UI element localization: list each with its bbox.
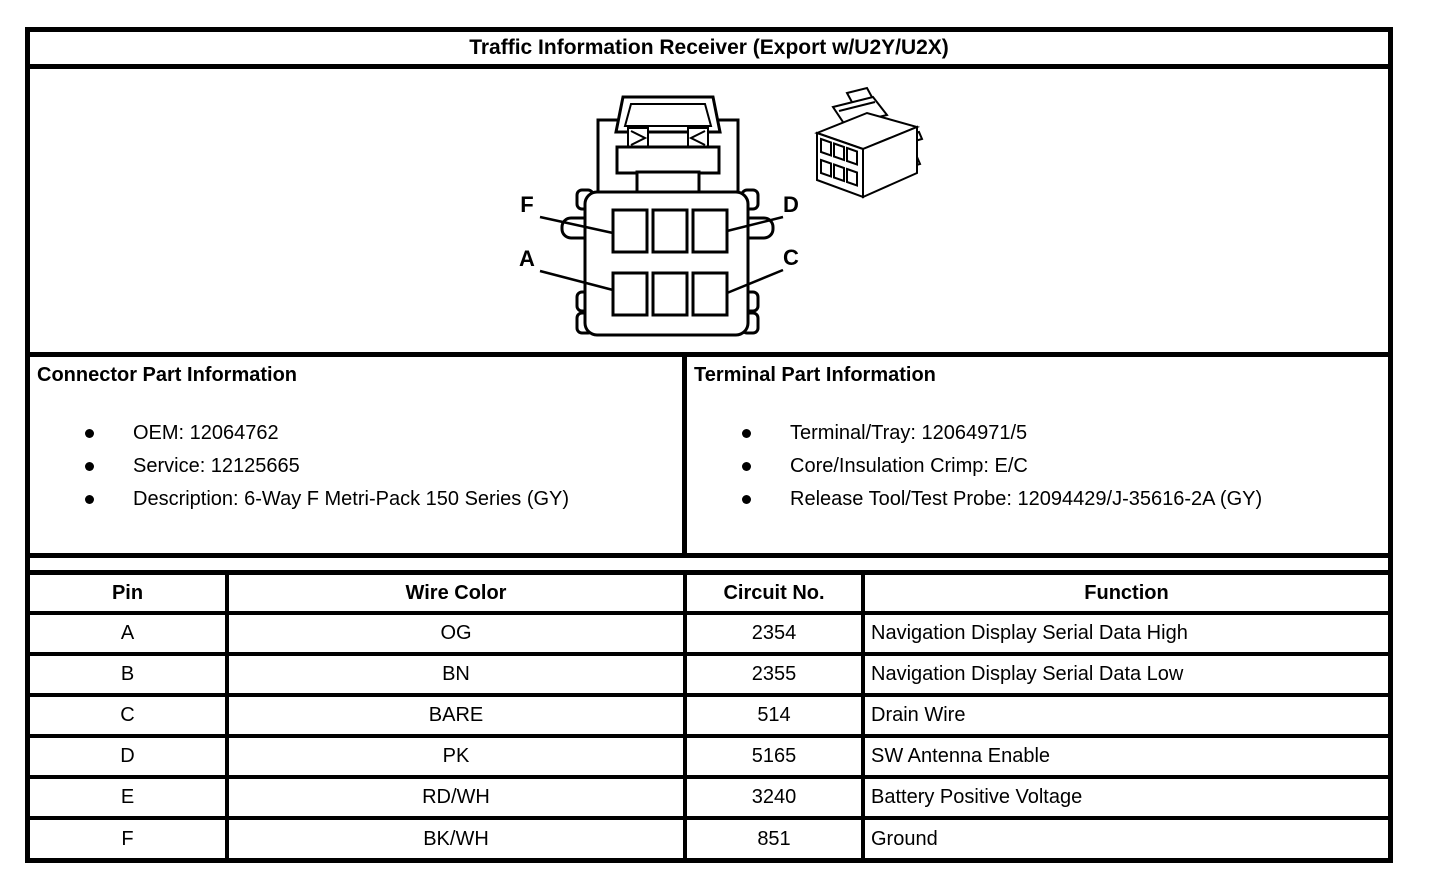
pin-callout-f: F xyxy=(520,192,534,217)
function-cell: Navigation Display Serial Data Low xyxy=(861,656,1388,693)
list-item: Core/Insulation Crimp: E/C xyxy=(687,450,1388,483)
circuit-cell: 5165 xyxy=(683,738,861,775)
connector-document-table xyxy=(25,27,1393,863)
list-item: Description: 6-Way F Metri-Pack 150 Series (GY) xyxy=(30,483,682,516)
connector-front-view-drawing xyxy=(520,90,820,353)
function-cell: Battery Positive Voltage xyxy=(861,779,1388,816)
pin-cell: C xyxy=(120,704,135,726)
page-title: Traffic Information Receiver (Export w/U2Y/U2X) xyxy=(469,36,949,59)
header-pin: Pin xyxy=(111,581,144,604)
function-cell: SW Antenna Enable xyxy=(861,738,1388,775)
pin-cell: D xyxy=(120,745,135,767)
bullet-icon xyxy=(85,429,94,438)
pin-cell: B xyxy=(120,663,135,685)
table-row xyxy=(30,697,1388,738)
pin-cell: E xyxy=(120,786,135,808)
circuit-cell: 514 xyxy=(683,697,861,734)
wire-cell: RD/WH xyxy=(225,779,683,816)
header-circuit-no: Circuit No. xyxy=(683,575,861,611)
bullet-icon xyxy=(85,462,94,471)
terminal-part-information-list xyxy=(687,417,1388,516)
section-divider xyxy=(30,558,1388,575)
list-item: OEM: 12064762 xyxy=(30,417,682,450)
list-item: Service: 12125665 xyxy=(30,450,682,483)
connector-isometric-view-drawing xyxy=(795,85,925,200)
title-bar xyxy=(30,32,1388,69)
table-row xyxy=(30,738,1388,779)
pin-callout-c: C xyxy=(783,245,799,270)
header-wire-color: Wire Color xyxy=(225,575,683,611)
circuit-cell: 2354 xyxy=(683,615,861,652)
header-function: Function xyxy=(861,575,1388,611)
circuit-cell: 851 xyxy=(683,820,861,858)
pin-callout-a: A xyxy=(519,246,535,271)
pin-cell: F xyxy=(121,827,134,850)
pin-table xyxy=(30,575,1388,858)
wire-cell: BN xyxy=(225,656,683,693)
part-information-section xyxy=(30,357,1388,558)
circuit-cell: 2355 xyxy=(683,656,861,693)
pin-cell: A xyxy=(120,622,135,644)
table-row xyxy=(30,820,1388,858)
table-row xyxy=(30,656,1388,697)
wire-cell: PK xyxy=(225,738,683,775)
connector-part-information-panel xyxy=(30,357,687,553)
connector-diagram-section xyxy=(30,69,1388,357)
bullet-icon xyxy=(85,495,94,504)
bullet-icon xyxy=(742,462,751,471)
terminal-part-information-panel xyxy=(687,357,1388,553)
function-cell: Drain Wire xyxy=(861,697,1388,734)
function-cell: Navigation Display Serial Data High xyxy=(861,615,1388,652)
list-item: Terminal/Tray: 12064971/5 xyxy=(687,417,1388,450)
circuit-cell: 3240 xyxy=(683,779,861,816)
wire-cell: BK/WH xyxy=(225,820,683,858)
list-item: Release Tool/Test Probe: 12094429/J-35616-2A (GY) xyxy=(687,483,1388,516)
pin-callout-d: D xyxy=(783,192,799,217)
connector-part-information-heading: Connector Part Information xyxy=(37,364,298,386)
connector-part-information-list xyxy=(30,417,682,516)
table-row xyxy=(30,779,1388,820)
bullet-icon xyxy=(742,495,751,504)
bullet-icon xyxy=(742,429,751,438)
wire-cell: BARE xyxy=(225,697,683,734)
function-cell: Ground xyxy=(861,820,1388,858)
table-row xyxy=(30,615,1388,656)
terminal-part-information-heading: Terminal Part Information xyxy=(694,364,936,386)
wire-cell: OG xyxy=(225,615,683,652)
pin-table-header-row xyxy=(30,575,1388,615)
